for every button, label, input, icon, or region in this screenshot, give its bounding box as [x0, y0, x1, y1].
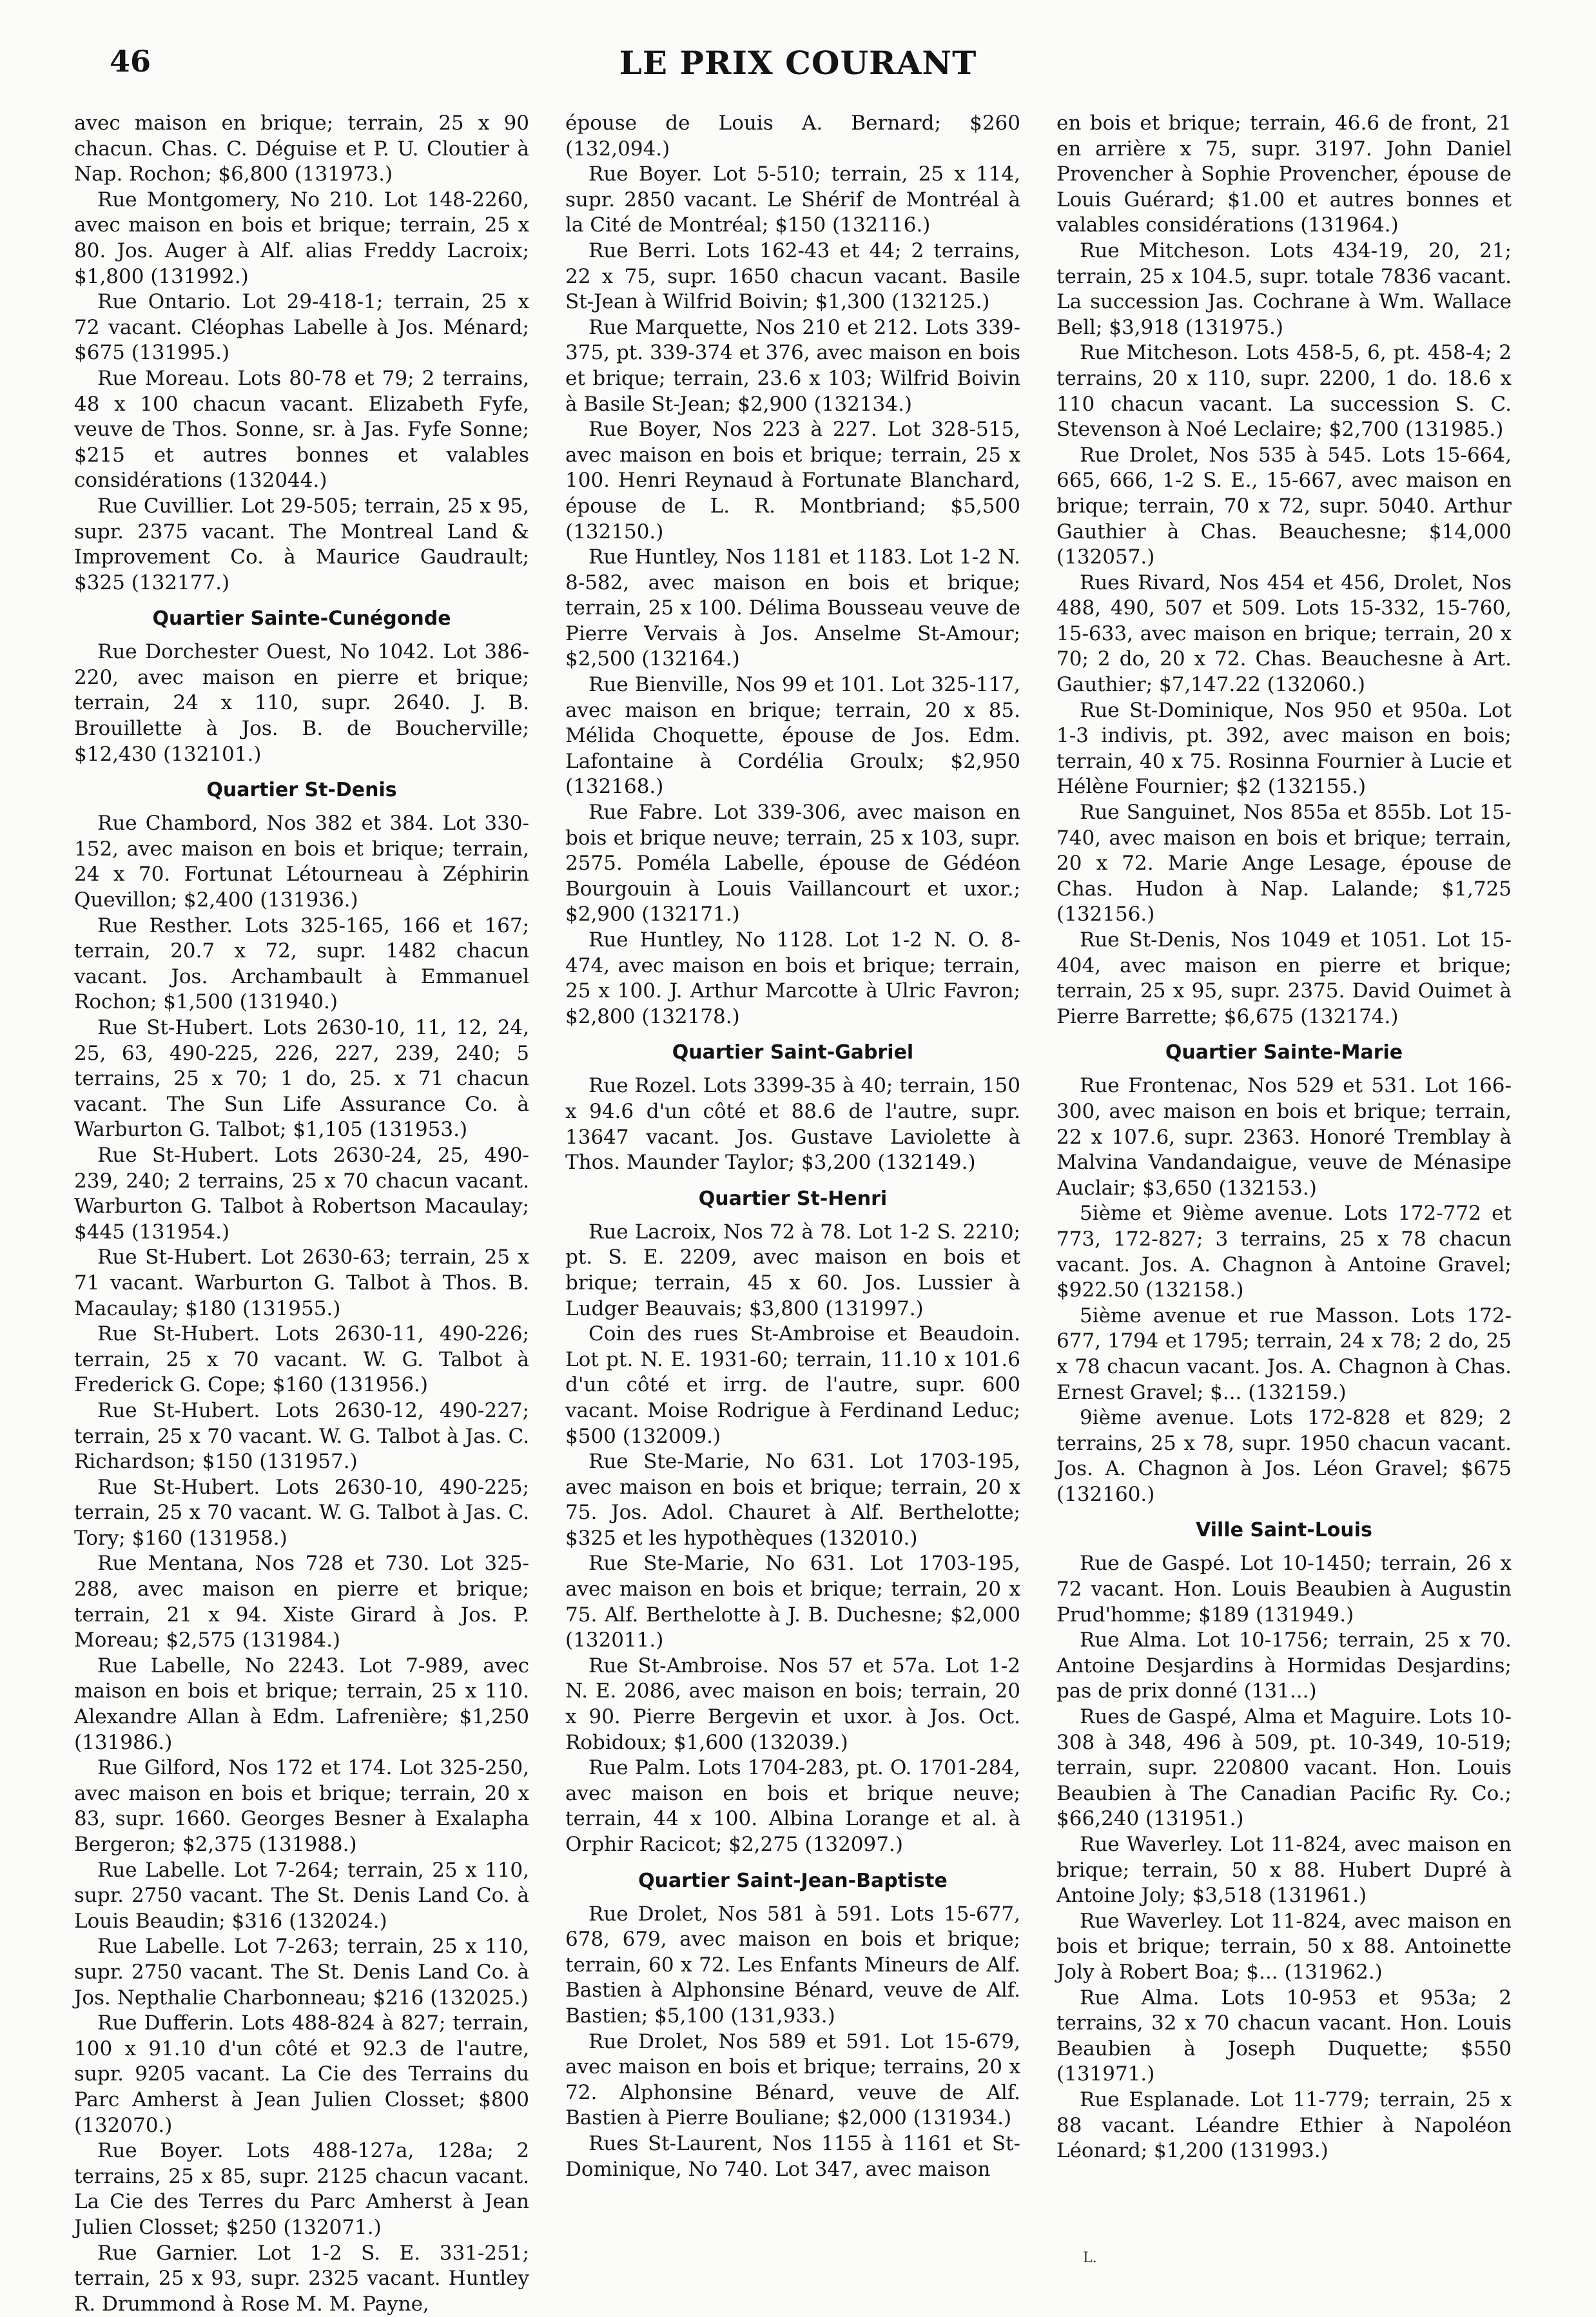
transaction-entry: Rue Esplanade. Lot 11-779; terrain, 25 x 88 vacant. Léandre Ethier à Napoléon Léonard; $1,200 (131993.)	[1056, 2087, 1512, 2164]
transaction-entry: Rue Huntley, Nos 1181 et 1183. Lot 1-2 N. 8-582, avec maison en bois et brique; terrain, 25 x 100. Délima Bousseau veuve de Pierre Vervais à Jos. Anselme St-Amour; $2,500 (132164.)	[565, 545, 1020, 672]
transaction-entry: Rue Palm. Lots 1704-283, pt. O. 1701-284, avec maison en bois et brique neuve; terrain, 44 x 100. Albina Lorange et al. à Orphir Racicot; $2,275 (132097.)	[565, 1755, 1020, 1857]
transaction-entry: Rue Labelle. Lot 7-263; terrain, 25 x 110, supr. 2750 vacant. The St. Denis Land Co. à Jos. Nepthalie Charbonneau; $216 (132025.)	[74, 1934, 529, 2011]
transaction-entry: Rue Sanguinet, Nos 855a et 855b. Lot 15-740, avec maison en bois et brique; terrain, 20 x 72. Marie Ange Lesage, épouse de Chas. Hudon à Nap. Lalande; $1,725 (132156.)	[1056, 800, 1512, 928]
transaction-entry: Rue St-Ambroise. Nos 57 et 57a. Lot 1-2 N. E. 2086, avec maison en bois; terrain, 20 x 90. Pierre Bergevin et uxor. à Jos. Oct. Robidoux; $1,600 (132039.)	[565, 1654, 1020, 1755]
transaction-entry: Rue St-Dominique, Nos 950 et 950a. Lot 1-3 indivis, pt. 392, avec maison en bois; terrain, 40 x 75. Rosinna Fournier à Lucie et Hélène Fournier; $2 (132155.)	[1056, 698, 1512, 800]
transaction-entry: Rue Chambord, Nos 382 et 384. Lot 330-152, avec maison en bois et brique; terrain, 24 x 70. Fortunat Létourneau à Zéphirin Quevillon; $2,400 (131936.)	[74, 811, 529, 913]
transaction-entry: Rue Boyer. Lot 5-510; terrain, 25 x 114, supr. 2850 vacant. Le Shérif de Montréal à la Cité de Montréal; $150 (132116.)	[565, 162, 1020, 239]
transaction-entry: Rue Rozel. Lots 3399-35 à 40; terrain, 150 x 94.6 d'un côté et 88.6 de l'autre, supr. 13647 vacant. Jos. Gustave Laviolette à Thos. Maunder Taylor; $3,200 (132149.)	[565, 1073, 1020, 1175]
transaction-entry: Rue St-Hubert. Lots 2630-11, 490-226; terrain, 25 x 70 vacant. W. G. Talbot à Frederick G. Cope; $160 (131956.)	[74, 1322, 529, 1398]
transaction-entry: Rue Dorchester Ouest, No 1042. Lot 386-220, avec maison en pierre et brique; terrain, 24 x 110, supr. 2640. J. B. Brouillette à Jos. B. de Boucherville; $12,430 (132101.)	[74, 640, 529, 767]
transaction-entry: Rue Dufferin. Lots 488-824 à 827; terrain, 100 x 91.10 d'un côté et 92.3 de l'autre, supr. 9205 vacant. La Cie des Terrains du Parc Amherst à Jean Julien Closset; $800 (132070.)	[74, 2011, 529, 2138]
transaction-entry: Rue Mitcheson. Lots 434-19, 20, 21; terrain, 25 x 104.5, supr. totale 7836 vacant. La succession Jas. Cochrane à Wm. Wallace Bell; $3,918 (131975.)	[1056, 239, 1512, 340]
section-heading: Quartier St-Denis	[74, 777, 529, 803]
transaction-entry: Rue Drolet, Nos 535 à 545. Lots 15-664, 665, 666, 1-2 S. E., 15-667, avec maison en brique; terrain, 70 x 72, supr. 5040. Arthur Gauthier à Chas. Beauchesne; $14,000 (132057.)	[1056, 443, 1512, 571]
transaction-entry: Rue Alma. Lots 10-953 et 953a; 2 terrains, 32 x 70 chacun vacant. Hon. Louis Beaubien à Joseph Duquette; $550 (131971.)	[1056, 1986, 1512, 2087]
section-heading: Ville Saint-Louis	[1056, 1518, 1512, 1543]
transaction-entry: Rue Lacroix, Nos 72 à 78. Lot 1-2 S. 2210; pt. S. E. 2209, avec maison en bois et brique; terrain, 45 x 60. Jos. Lussier à Ludger Beauvais; $3,800 (131997.)	[565, 1220, 1020, 1322]
entry-continued: en bois et brique; terrain, 46.6 de front, 21 en arrière x 75, supr. 3197. John Daniel Provencher à Sophie Provencher, épouse de Louis Guérard; $1.00 et autres bonnes et valables considérations (131964.)	[1056, 111, 1512, 239]
transaction-entry: 5ième et 9ième avenue. Lots 172-772 et 773, 172-827; 3 terrains, 25 x 78 chacun vacant. Jos. A. Chagnon à Antoine Gravel; $922.50 (132158.)	[1056, 1201, 1512, 1303]
transaction-entry: Rue Marquette, Nos 210 et 212. Lots 339-375, pt. 339-374 et 376, avec maison en bois et brique; terrain, 23.6 x 103; Wilfrid Boivin à Basile St-Jean; $2,900 (132134.)	[565, 315, 1020, 417]
transaction-entry: Rue Labelle, No 2243. Lot 7-989, avec maison en bois et brique; terrain, 25 x 110. Alexandre Allan à Edm. Lafrenière; $1,250 (131986.)	[74, 1654, 529, 1755]
transaction-entry: Rue Mitcheson. Lots 458-5, 6, pt. 458-4; 2 terrains, 20 x 110, supr. 2200, 1 do. 18.6 x 110 chacun vacant. La succession S. C. Stevenson à Noé Leclaire; $2,700 (131985.)	[1056, 340, 1512, 442]
column-2	[565, 111, 1020, 2238]
section-heading: Quartier Sainte-Cunégonde	[74, 606, 529, 632]
transaction-entry: Rue St-Hubert. Lots 2630-10, 490-225; terrain, 25 x 70 vacant. W. G. Talbot à Jas. C. Tory; $160 (131958.)	[74, 1475, 529, 1552]
transaction-entry: Rues de Gaspé, Alma et Maguire. Lots 10-308 à 348, 496 à 509, pt. 10-349, 10-519; terrain, supr. 220800 vacant. Hon. Louis Beaubien à The Canadian Pacific Ry. Co.; $66,240 (131951.)	[1056, 1705, 1512, 1832]
transaction-entry: Rues Rivard, Nos 454 et 456, Drolet, Nos 488, 490, 507 et 509. Lots 15-332, 15-760, 15-633, avec maison en brique; terrain, 20 x 70; 2 do, 20 x 72. Chas. Beauchesne à Art. Gauthier; $7,147.22 (132060.)	[1056, 571, 1512, 698]
page-number: 46	[110, 44, 151, 79]
section-heading: Quartier Sainte-Marie	[1056, 1040, 1512, 1066]
transaction-entry: Rue Ste-Marie, No 631. Lot 1703-195, avec maison en bois et brique; terrain, 20 x 75. Jos. Adol. Chauret à Alf. Berthelotte; $325 et les hypothèques (132010.)	[565, 1449, 1020, 1551]
transaction-entry: Rues St-Laurent, Nos 1155 à 1161 et St-Dominique, No 740. Lot 347, avec maison	[565, 2131, 1020, 2182]
transaction-entry: Rue St-Denis, Nos 1049 et 1051. Lot 15-404, avec maison en pierre et brique; terrain, 25 x 95, supr. 2375. David Ouimet à Pierre Barrette; $6,675 (132174.)	[1056, 928, 1512, 1030]
transaction-entry: Rue St-Hubert. Lots 2630-12, 490-227; terrain, 25 x 70 vacant. W. G. Talbot à Jas. C. Richardson; $150 (131957.)	[74, 1398, 529, 1475]
transaction-entry: Rue Ontario. Lot 29-418-1; terrain, 25 x 72 vacant. Cléophas Labelle à Jos. Ménard; $675 (131995.)	[74, 289, 529, 366]
transaction-entry: Rue Ste-Marie, No 631. Lot 1703-195, avec maison en bois et brique; terrain, 20 x 75. Alf. Berthelotte à J. B. Duchesne; $2,000 (132011.)	[565, 1551, 1020, 1653]
transaction-entry: Rue St-Hubert. Lots 2630-10, 11, 12, 24, 25, 63, 490-225, 226, 227, 239, 240; 5 terrains, 25 x 70; 1 do, 25. x 71 chacun vacant. The Sun Life Assurance Co. à Warburton G. Talbot; $1,105 (131953.)	[74, 1015, 529, 1143]
entry-continued: avec maison en brique; terrain, 25 x 90 chacun. Chas. C. Déguise et P. U. Cloutier à Nap. Rochon; $6,800 (131973.)	[74, 111, 529, 188]
transaction-entry: Rue Fabre. Lot 339-306, avec maison en bois et brique neuve; terrain, 25 x 103, supr. 2575. Poméla Labelle, épouse de Gédéon Bourgouin à Louis Vaillancourt et uxor.; $2,900 (132171.)	[565, 800, 1020, 928]
transaction-entry: Rue Huntley, No 1128. Lot 1-2 N. O. 8-474, avec maison en bois et brique; terrain, 25 x 100. J. Arthur Marcotte à Ulric Favron; $2,800 (132178.)	[565, 928, 1020, 1030]
transaction-entry: Coin des rues St-Ambroise et Beaudoin. Lot pt. N. E. 1931-60; terrain, 11.10 x 101.6 d'un côté et irrg. de l'autre, supr. 600 vacant. Moise Rodrigue à Ferdinand Leduc; $500 (132009.)	[565, 1322, 1020, 1449]
transaction-entry: Rue Boyer, Nos 223 à 227. Lot 328-515, avec maison en bois et brique; terrain, 25 x 100. Henri Reynaud à Fortunate Blanchard, épouse de L. R. Montbriand; $5,500 (132150.)	[565, 417, 1020, 545]
transaction-entry: Rue St-Hubert. Lot 2630-63; terrain, 25 x 71 vacant. Warburton G. Talbot à Thos. B. Macaulay; $180 (131955.)	[74, 1245, 529, 1322]
transaction-entry: Rue Frontenac, Nos 529 et 531. Lot 166-300, avec maison en bois et brique; terrain, 22 x 107.6, supr. 2363. Honoré Tremblay à Malvina Vandandaigue, veuve de Ménasipe Auclair; $3,650 (132153.)	[1056, 1073, 1512, 1201]
transaction-entry: Rue Moreau. Lots 80-78 et 79; 2 terrains, 48 x 100 chacun vacant. Elizabeth Fyfe, veuve de Thos. Sonne, sr. à Jas. Fyfe Sonne; $215 et autres bonnes et valables considérations (132044.)	[74, 366, 529, 494]
transaction-entry: Rue Drolet, Nos 589 et 591. Lot 15-679, avec maison en bois et brique; terrains, 20 x 72. Alphonsine Bénard, veuve de Alf. Bastien à Pierre Bouliane; $2,000 (131934.)	[565, 2029, 1020, 2131]
transaction-entry: Rue de Gaspé. Lot 10-1450; terrain, 26 x 72 vacant. Hon. Louis Beaubien à Augustin Prud'homme; $189 (131949.)	[1056, 1551, 1512, 1628]
entry-continued: épouse de Louis A. Bernard; $260 (132,094.)	[565, 111, 1020, 162]
transaction-entry: Rue Boyer. Lots 488-127a, 128a; 2 terrains, 25 x 85, supr. 2125 chacun vacant. La Cie des Terres du Parc Amherst à Jean Julien Closset; $250 (132071.)	[74, 2138, 529, 2240]
column-3	[1056, 111, 1512, 2238]
transaction-entry: Rue Gilford, Nos 172 et 174. Lot 325-250, avec maison en bois et brique; terrain, 20 x 83, supr. 1660. Georges Besner à Exalapha Bergeron; $2,375 (131988.)	[74, 1755, 529, 1857]
section-heading: Quartier St-Henri	[565, 1186, 1020, 1212]
transaction-entry: Rue Resther. Lots 325-165, 166 et 167; terrain, 20.7 x 72, supr. 1482 chacun vacant. Jos. Archambault à Emmanuel Rochon; $1,500 (131940.)	[74, 914, 529, 1015]
section-heading: Quartier Saint-Gabriel	[565, 1040, 1020, 1066]
transaction-entry: 9ième avenue. Lots 172-828 et 829; 2 terrains, 25 x 78, supr. 1950 chacun vacant. Jos. A. Chagnon à Jos. Léon Gravel; $675 (132160.)	[1056, 1405, 1512, 1507]
transaction-entry: 5ième avenue et rue Masson. Lots 172-677, 1794 et 1795; terrain, 24 x 78; 2 do, 25 x 78 chacun vacant. Jos. A. Chagnon à Chas. Ernest Gravel; $... (132159.)	[1056, 1304, 1512, 1405]
transaction-entry: Rue Berri. Lots 162-43 et 44; 2 terrains, 22 x 75, supr. 1650 chacun vacant. Basile St-Jean à Wilfrid Boivin; $1,300 (132125.)	[565, 239, 1020, 315]
transaction-entry: Rue Montgomery, No 210. Lot 148-2260, avec maison en bois et brique; terrain, 25 x 80. Jos. Auger à Alf. alias Freddy Lacroix; $1,800 (131992.)	[74, 188, 529, 289]
transaction-entry: Rue Labelle. Lot 7-264; terrain, 25 x 110, supr. 2750 vacant. The St. Denis Land Co. à Louis Beaudin; $316 (132024.)	[74, 1858, 529, 1935]
transaction-entry: Rue Cuvillier. Lot 29-505; terrain, 25 x 95, supr. 2375 vacant. The Montreal Land & Improvement Co. à Maurice Gaudrault; $325 (132177.)	[74, 494, 529, 596]
transaction-entry: Rue Waverley. Lot 11-824, avec maison en brique; terrain, 50 x 88. Hubert Dupré à Antoine Joly; $3,518 (131961.)	[1056, 1832, 1512, 1909]
column-container	[74, 111, 1512, 2238]
transaction-entry: Rue Alma. Lot 10-1756; terrain, 25 x 70. Antoine Desjardins à Hormidas Desjardins; pas de prix donné (131...)	[1056, 1628, 1512, 1705]
running-title: LE PRIX COURANT	[0, 44, 1596, 82]
transaction-entry: Rue Garnier. Lot 1-2 S. E. 331-251; terrain, 25 x 93, supr. 2325 vacant. Huntley R. Drummond à Rose M. M. Payne,	[74, 2241, 529, 2317]
transaction-entry: Rue Waverley. Lot 11-824, avec maison en bois et brique; terrain, 50 x 88. Antoinette Joly à Robert Boa; $... (131962.)	[1056, 1909, 1512, 1986]
footer-mark: L.	[1083, 2250, 1097, 2266]
section-heading: Quartier Saint-Jean-Baptiste	[565, 1868, 1020, 1894]
transaction-entry: Rue Drolet, Nos 581 à 591. Lots 15-677, 678, 679, avec maison en bois et brique; terrain, 60 x 72. Les Enfants Mineurs de Alf. Bastien à Alphonsine Bénard, veuve de Alf. Bastien; $5,100 (131,933.)	[565, 1902, 1020, 2029]
column-1	[74, 111, 529, 2238]
transaction-entry: Rue Bienville, Nos 99 et 101. Lot 325-117, avec maison en brique; terrain, 20 x 85. Mélida Choquette, épouse de Jos. Edm. Lafontaine à Cordélia Groulx; $2,950 (132168.)	[565, 672, 1020, 800]
transaction-entry: Rue St-Hubert. Lots 2630-24, 25, 490-239, 240; 2 terrains, 25 x 70 chacun vacant. Warburton G. Talbot à Robertson Macaulay; $445 (131954.)	[74, 1143, 529, 1245]
transaction-entry: Rue Mentana, Nos 728 et 730. Lot 325-288, avec maison en pierre et brique; terrain, 21 x 94. Xiste Girard à Jos. P. Moreau; $2,575 (131984.)	[74, 1551, 529, 1653]
